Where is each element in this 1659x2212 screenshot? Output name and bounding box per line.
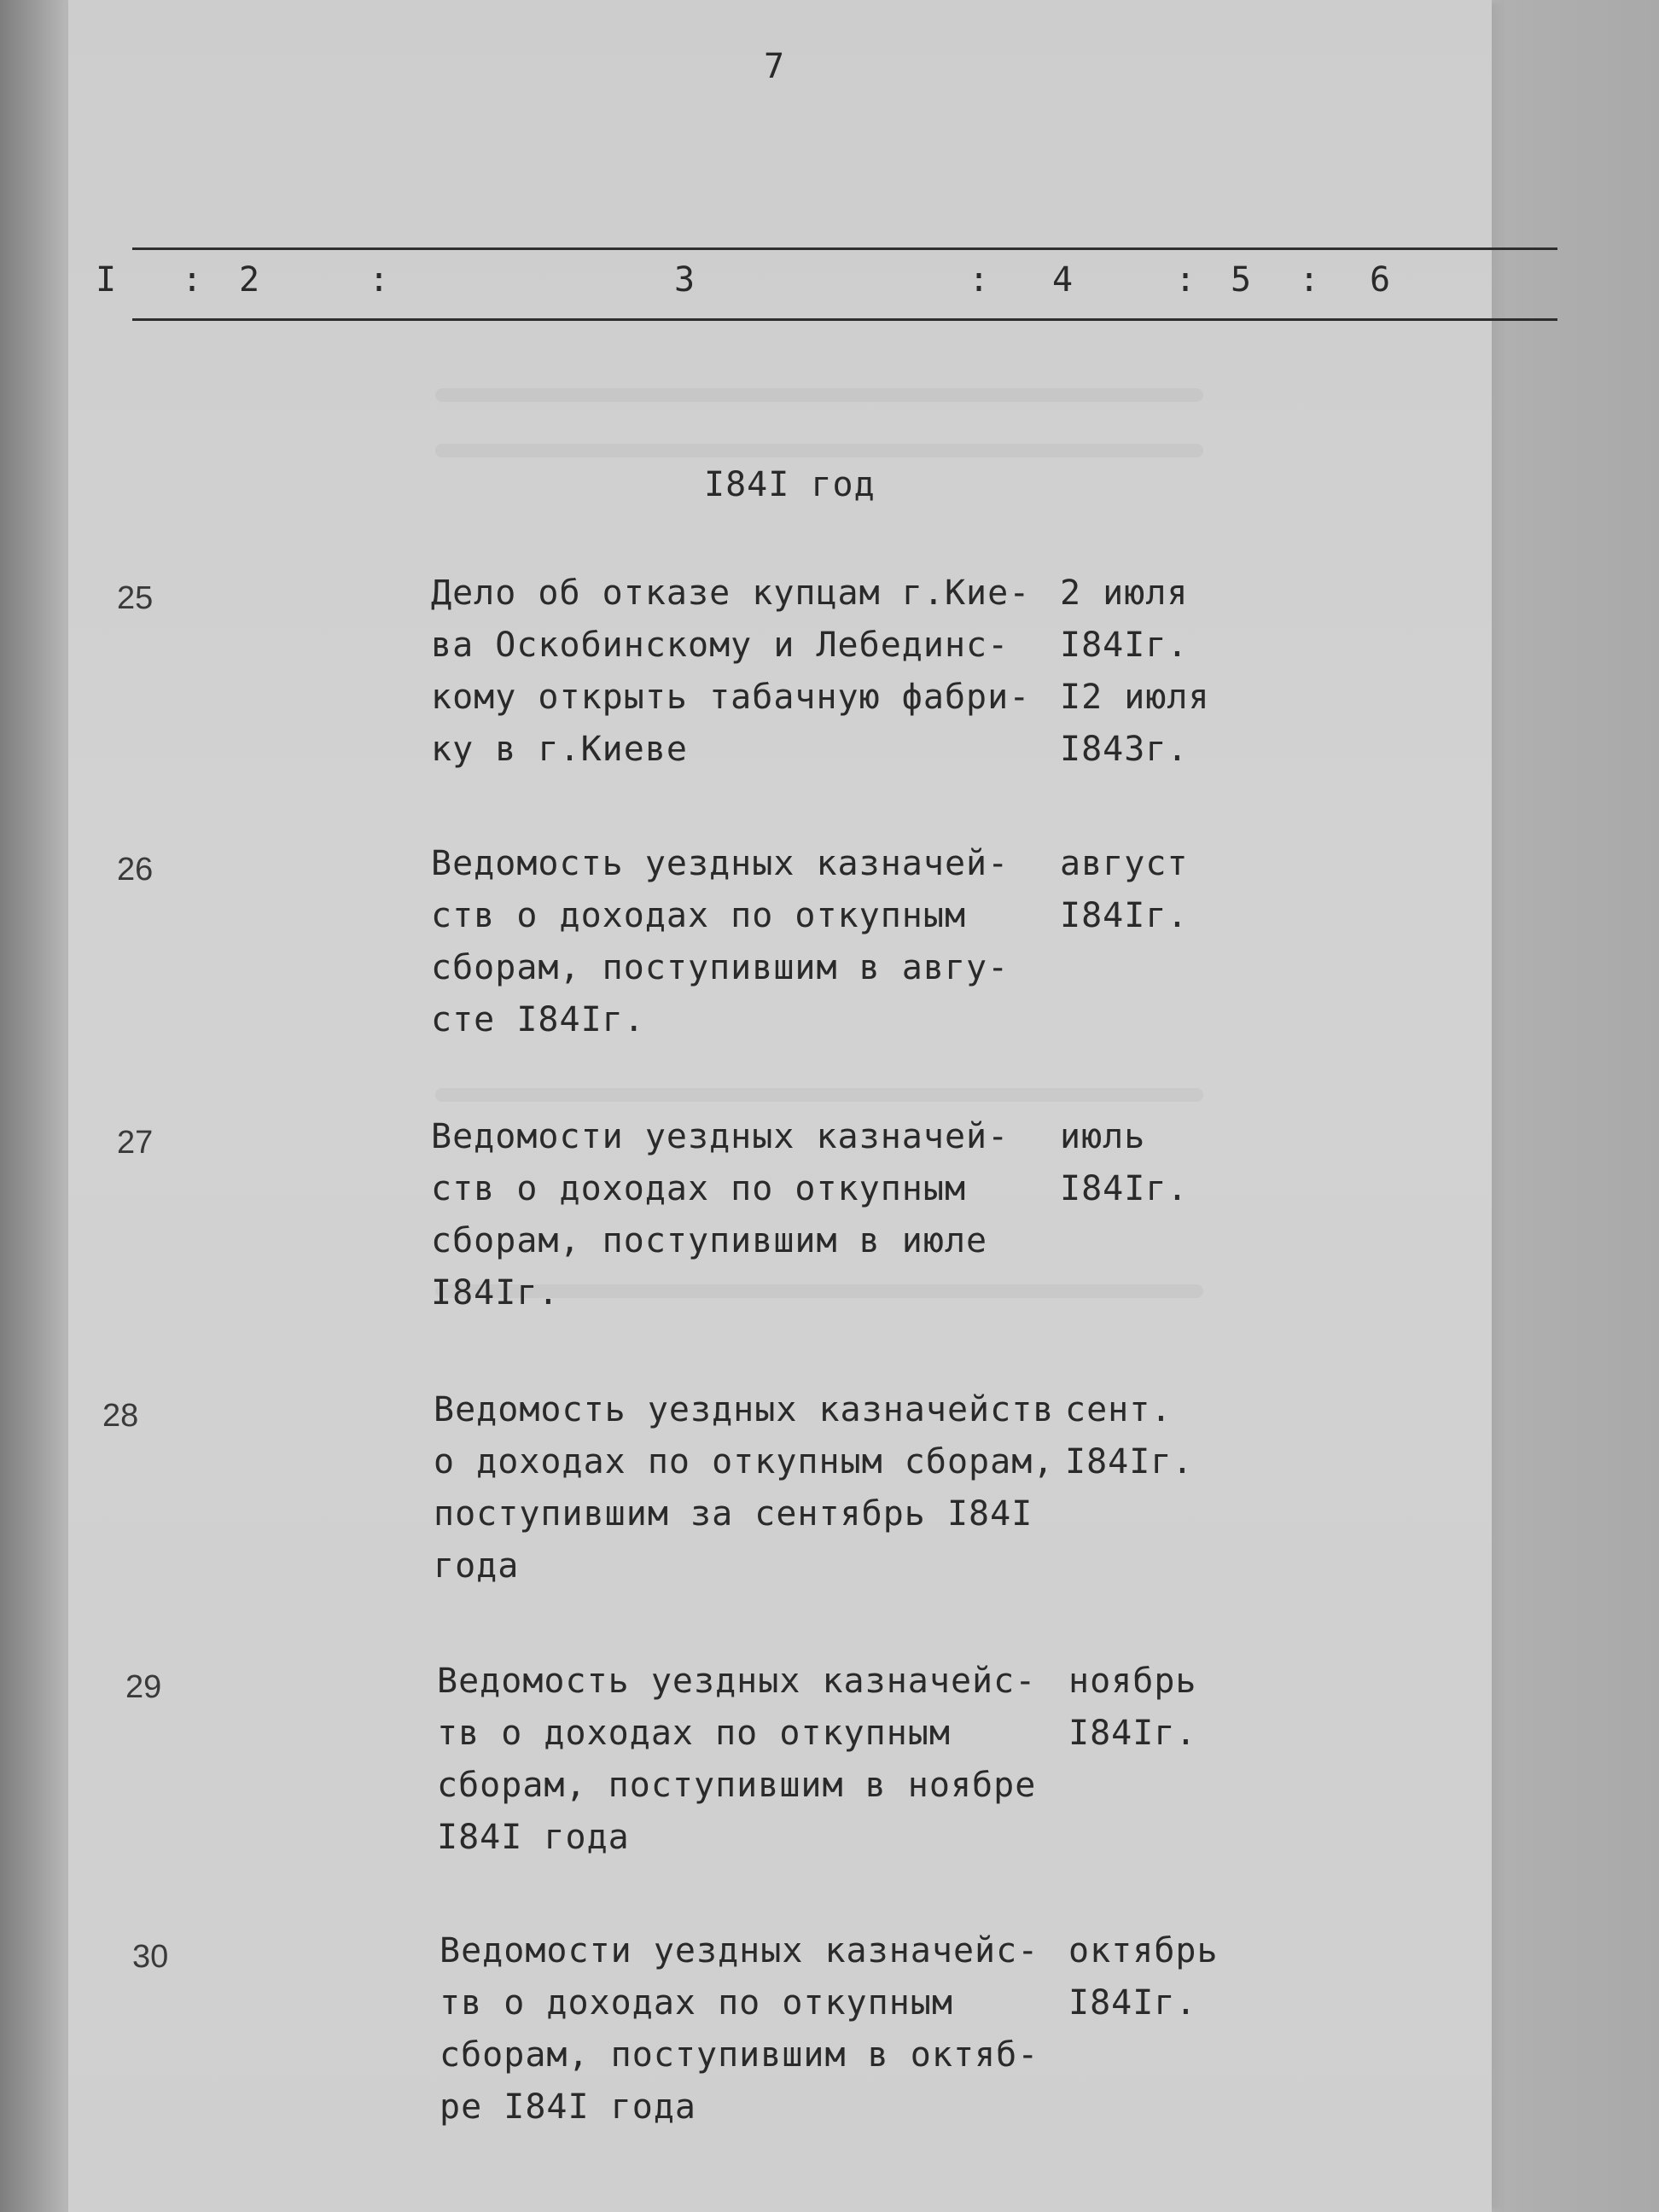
entry-title: Ведомость уездных казначей- ств о доходах по откупным сборам, поступившим в авгу- сте I84Iг. — [431, 844, 1010, 1039]
entry-number: 27 — [117, 1125, 154, 1161]
column-separator: : — [1175, 260, 1197, 300]
bleed-through-mark — [435, 1088, 1203, 1102]
entry-date: август I84Iг. — [1060, 844, 1189, 935]
entry-number: 28 — [102, 1398, 139, 1434]
entry-date: 2 июля I84Iг. I2 июля I843г. — [1060, 573, 1210, 769]
column-separator: : — [969, 260, 991, 300]
entry-number: 26 — [117, 852, 154, 888]
column-header-2: 2 — [239, 260, 261, 300]
column-header-4: 4 — [1052, 260, 1074, 300]
column-header-5: 5 — [1231, 260, 1253, 300]
table-header-bottom-rule — [132, 318, 1557, 321]
column-header-1: I — [96, 260, 118, 300]
entry-title: Ведомость уездных казначейств о доходах по откупным сборам, поступившим за сентябрь I84I года — [434, 1390, 1055, 1586]
entry-number: 29 — [125, 1669, 162, 1705]
entry-date: октябрь I84Iг. — [1068, 1931, 1219, 2023]
entry-date: июль I84Iг. — [1060, 1117, 1189, 1208]
column-header-3: 3 — [674, 260, 696, 300]
entry-number: 30 — [132, 1939, 169, 1975]
entry-number: 25 — [117, 580, 154, 616]
page-number: 7 — [764, 47, 786, 86]
bleed-through-mark — [435, 388, 1203, 402]
entry-title: Ведомости уездных казначей- ств о доходах по откупным сборам, поступившим в июле I84Iг. — [431, 1117, 1010, 1313]
column-separator: : — [369, 260, 391, 300]
entry-title: Ведомость уездных казначейс- тв о доходах по откупным сборам, поступившим в ноябре I84I года — [437, 1662, 1037, 1857]
column-separator: : — [1299, 260, 1321, 300]
column-separator: : — [182, 260, 204, 300]
table-header-top-rule — [132, 247, 1557, 250]
year-heading: I84I год — [704, 465, 876, 504]
document-page — [68, 0, 1492, 2212]
entry-date: ноябрь I84Iг. — [1068, 1662, 1197, 1753]
column-header-6: 6 — [1370, 260, 1392, 300]
entry-title: Дело об отказе купцам г.Кие- ва Оскобинскому и Лебединс- кому открыть табачную фабри- ку в г.Киеве — [431, 573, 1031, 769]
entry-date: сент. I84Iг. — [1065, 1390, 1194, 1481]
entry-title: Ведомости уездных казначейс- тв о доходах по откупным сборам, поступившим в октяб- ре I84I года — [439, 1931, 1039, 2127]
bleed-through-mark — [435, 444, 1203, 457]
